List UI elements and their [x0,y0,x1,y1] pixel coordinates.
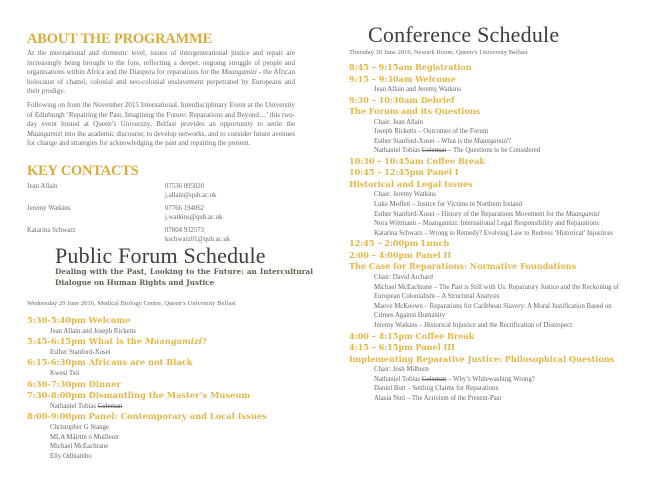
contact-email[interactable]: j.watkins@qub.ac.uk [165,214,223,222]
maangamizi-term: Maangamizi [565,210,600,218]
public-forum-schedule [27,315,317,461]
schedule-item-speaker: Christopher G Stange [50,423,109,431]
session-talk [349,146,622,156]
maangamizi-term: Maangamizi [221,68,257,77]
public-forum-title: Public Forum Schedule [55,243,266,268]
session-talk [349,375,622,385]
session-talk: Alasia Nuti – The Activism of the Present-Past [374,394,502,402]
session-talk: Luke Moffett – Justice for Victims in Northern Ireland [374,201,523,209]
session-theme: Historical and Legal Issues [349,178,473,189]
contact-info [165,182,216,201]
contact-info [165,204,222,223]
about-paragraph-2 [27,101,295,149]
session-talk [349,137,622,147]
session-talk: Joseph Ricketts – Outcomes of the Forum [374,128,489,136]
conference-schedule [349,62,624,403]
schedule-item-speaker: Kwesi Tsri [50,369,80,377]
schedule-item-time: 8:00-9:00pm Panel: Contemporary and Local Issues [27,411,267,422]
about-text: - the African holocaust of chattel, colonial and neo-colonial enslavement perpetrated by Europeans and their prodigy. [27,68,295,96]
time-text: ? [201,336,207,347]
schedule-item-time: 6:30-7:30pm Dinner [27,378,121,389]
session-talk [349,210,622,220]
session-theme: Implementing Reparative Justice: Philosophical Questions [349,353,615,364]
struck-surname: Coleman [421,147,447,155]
session-theme: The Forum and its Questions [349,106,481,117]
contact-info [165,226,230,245]
session-talk: Maeve McKeown – Reparations for Caribbean Slavery: A Moral Justification Based on Crimes Against Humanity [374,302,612,320]
maangamizi-term: Maangamizi [27,129,63,138]
session-chair: Chair: David Archard [374,273,433,281]
schedule-item-speaker: Elly Odhiambo [50,452,92,460]
schedule-item-time: 7:30-8:00pm Dismantling the Master’s Museum [27,390,251,401]
schedule-item-time: 5:30-5:40pm Welcome [27,315,131,325]
schedule-item-time [27,336,317,348]
schedule-item-time: 10:30 – 10:45am Coffee Break [349,155,486,166]
contact-name: Jeremy Watkins [27,205,71,212]
struck-surname: Coleman [421,375,447,383]
schedule-item-time: 12:45 – 2:00pm Lunch [349,238,450,249]
public-forum-dateline: Wednesday 29 June 2016, Medical Biology Centre, Queen’s University Belfast [27,300,236,307]
contact-phone: 07766 194062 [165,205,205,212]
contact-name: Katarina Schwarz [27,227,76,234]
about-text: Following on from the November 2015 International, Interdisciplinary Event at the University of Edinburgh ‘Repairing the Past, Imagining the Future: Reparations and Beyond…’ this two-day event hosted at Queen’s University, Belfast provides an opportunity to settle the [27,101,295,129]
public-forum-subtitle: Dealing with the Past, Looking to the Future: an Intercultural Dialogue on Human Rights and Justice [55,267,313,287]
session-talk: Michael McEachrane – The Past is Still with Us: Reparatory Justice and the Reckoning of European Colonialism – A Structural Analysis [374,283,619,301]
schedule-item-time: 8:45 – 9:15am Registration [349,62,472,72]
talk-text: Esther Stanford-Xosei – What is the [374,137,474,145]
about-text: into the academic discourse, to develop networks, and to consider future avenues for change and strategies for acknowledging the past and repairing the present. [27,129,295,148]
talk-text: Esther Stanford-Xosei – History of the Reparations Movement for the [374,210,566,218]
contact-email[interactable]: kschwarz01@qub.ac.uk [165,236,231,244]
talk-text: – Why’s Whitewashing Wrong? [446,375,535,383]
schedule-item-speaker: Esther Stanford-Xosei [50,348,111,356]
session-talk: Daniel Butt – Settling Claims for Reparations [374,385,499,393]
session-chair: Chair: Jean Allain [374,118,424,126]
maangamizi-term: Maangamizi [473,137,508,145]
session-theme: The Case for Reparations: Normative Foundations [349,261,577,272]
session-chair: Chair: Jeremy Watkins [374,191,436,199]
contact-name: Jean Allain [27,183,58,190]
contact-phone: 07536 095020 [165,183,205,190]
schedule-item-time: 9:15 – 9:30am Welcome [349,73,456,84]
speaker-name: Nathaniel Tobias [50,402,98,410]
schedule-item-speaker: Michael McEachrane [50,443,109,451]
about-heading: ABOUT THE PROGRAMME [27,31,212,47]
schedule-item-time: 6:15-6:30pm Africans are not Black [27,357,193,368]
talk-text: Nathaniel Tobias [374,147,422,155]
talk-text: ? [507,137,511,145]
session-talk: Jeremy Watkins – Historical Injustice and the Rectification of Disrespect [374,321,573,329]
talk-text: Nathaniel Tobias [374,375,422,383]
contact-email[interactable]: j.allain@qub.ac.uk [165,192,217,200]
conference-title: Conference Schedule [368,22,560,47]
schedule-item-speaker: Jean Allain and Joseph Ricketts [50,327,137,335]
conference-dateline: Thursday 30 June 2016, Newark Room, Queen’s University Belfast [349,49,528,56]
about-text: At the international and domestic level, issues of intergenerational justice and repair are increasingly being brought to the fore, reflecting a deeper, ongoing struggle of people and organisations within Africa and the Diaspora for reparations for the [27,49,295,77]
contact-phone: 07804 932573 [165,227,205,234]
talk-text: – The Questions to be Considered [446,147,541,155]
contacts-heading: KEY CONTACTS [27,163,139,179]
maangamizi-term: Maangamizi [144,336,202,347]
schedule-item-time: 4:00 – 4:15pm Coffee Break [349,330,475,341]
schedule-item-speaker: MLA Máirtín ó Muilleoir [50,433,120,441]
schedule-item-time: 9:30 – 10:30am Debrief [349,94,455,105]
struck-surname: Coleman [97,402,123,410]
time-text: 5:45-6:15pm What is the [27,336,145,347]
about-paragraph-1 [27,49,295,97]
session-talk: Katarina Schwarz – Wrong to Remedy? Evolving Law to Redress ‘Historical’ Injustices [374,229,613,237]
session-chair: Chair: Josh Milburn [374,366,429,373]
schedule-item-time: 2:00 – 4:00pm Panel II [349,249,452,260]
schedule-item-speaker [27,402,317,412]
session-talk: Nora Wittmann – Maangamizi: International Legal Responsibility and Reparations [374,220,599,228]
schedule-item-time: 10:45 – 12:45pm Panel I [349,167,459,178]
schedule-item-speaker: Jean Allain and Jeremy Watkins [374,86,461,93]
schedule-item-time: 4:15 – 6:15pm Panel III [349,342,455,352]
